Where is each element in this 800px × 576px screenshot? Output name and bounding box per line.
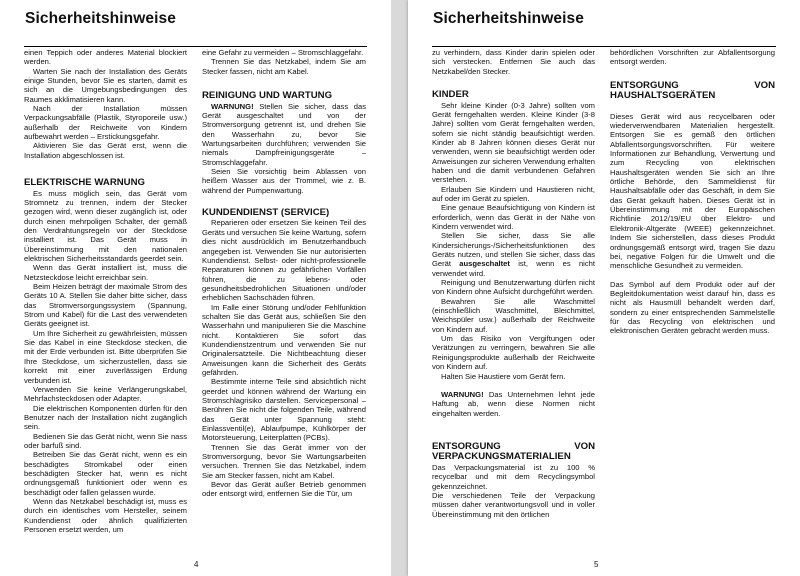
paragraph: Bestimmte interne Teile sind absichtlich nicht geerdet und können während der Wartung ein Stromschlagrisiko darstellen. Servicepersonal – Berühren Sie nicht die folgenden Teile, während das Gerät unter Spannung steht: Einlassventil(e), Ablaufpumpe, Kühlkörper der Motorsteuerung, Leiterplatten (PCBs). [202,377,366,443]
paragraph: Halten Sie Haustiere vom Gerät fern. [441,371,566,381]
page-gutter [391,0,408,576]
paragraph: Dieses Gerät wird aus recycelbaren oder wiederverwendbaren Materialien hergestellt. Entsorgen Sie es gemäß den örtlichen Abfallentsorgungsvorschriften. Für weitere Informationen zur Behandlung, Verwertung und zum Recycling von elektrischen Haushaltsgeräten wenden Sie sich an Ihre örtliche Behörde, den Sammeldienst für Haushaltsabfälle oder das Geschäft, in dem Sie das Gerät gekauft haben. Dieses Gerät ist in Übereinstimmung mit der Europäischen Richtlinie 2012/19/EU über Elektro- und Elektronik-Altgeräte (WEEE) gekennzeichnet. Indem Sie sicherstellen, dass dieses Produkt ordnungsgemäß entsorgt wird, tragen Sie dazu bei, negative Folgen für die Umwelt und die menschliche Gesundheit zu vermeiden. [610,111,775,271]
paragraph: Erlauben Sie Kindern und Haustieren nicht, auf oder im Gerät zu spielen. [432,184,595,203]
page-title: Sicherheitshinweise [433,10,584,27]
page-number: 4 [194,560,199,569]
paragraph [202,102,366,167]
paragraph: Im Falle einer Störung und/oder Fehlfunktion schalten Sie das Gerät aus, schließen Sie den Wasserhahn und manipulieren Sie die Maschine nicht. Kontaktieren Sie sofort das Kundendienstzentrum und verwenden Sie nur Originalersatzteile. Die Nichtbeachtung dieser Anweisungen kann die Sicherheit des Geräts gefährden. [202,302,366,377]
paragraph: Betreiben Sie das Gerät nicht, wenn es ein beschädigtes Stromkabel oder einen beschädigten Stecker hat, wenn es nicht ordnungsgemäß funktioniert oder wenn es beschädigt oder fallen gelassen wurde. [24,450,187,497]
paragraph: eine Gefahr zu vermeiden – Stromschlaggefahr. [202,48,364,57]
paragraph: Das Verpackungsmaterial ist zu 100 % recycelbar und mit dem Recyclingsymbol gekennzeichnet. [432,462,595,491]
paragraph: Reparieren oder ersetzen Sie keinen Teil des Geräts und versuchen Sie keine Wartung, sofern dies nicht ausdrücklich im Benutzerhandbuch angegeben ist. Verwenden Sie nur autorisierten Kundendienst. Selbst- oder nicht-professionelle Reparaturen können zu gefährlichen Vorfällen führen, die zu lebens- oder gesundheitsbedrohlichen Situationen und/oder erheblichen Sachschäden führen. [202,218,366,303]
page-title: Sicherheitshinweise [25,10,176,27]
section-heading: REINIGUNG UND WARTUNG [202,90,333,102]
paragraph: Bevor das Gerät außer Betrieb genommen oder entsorgt wird, entfernen Sie die Tür, um [202,480,366,499]
right-page [408,0,800,576]
paragraph: zu verhindern, dass Kinder darin spielen oder sich verstecken. Entfernen Sie auch das Netzkabel/den Stecker. [432,48,595,76]
emphasis-text: ausgeschaltet [459,259,510,269]
section-heading: KUNDENDIENST (SERVICE) [202,206,330,218]
paragraph: Bewahren Sie alle Waschmittel (einschließlich Waschmittel, Bleichmittel, Weichspüler usw.) außerhalb der Reichweite von Kindern auf. [432,296,595,334]
paragraph: Aktivieren Sie das Gerät erst, wenn die Installation abgeschlossen ist. [24,141,187,160]
paragraph: Warten Sie nach der Installation des Geräts einige Stunden, bevor Sie es starten, damit es sich an die Umgebungsbedingungen des Raumes akklimatisieren kann. [24,66,187,104]
paragraph: Verwenden Sie keine Verlängerungskabel, Mehrfachsteckdosen oder Adapter. [24,384,187,404]
paragraph-text: Das Unternehmen lehnt jede Haftung ab, wenn diese Normen nicht eingehalten werden. [432,389,595,418]
left-page-column-2 [202,48,366,499]
warning-label: WARNUNG! [441,389,484,399]
paragraph: Bedienen Sie das Gerät nicht, wenn Sie nass oder barfuß sind. [24,431,187,450]
section-heading: ELEKTRISCHE WARNUNG [24,177,145,189]
paragraph: einen Teppich oder anderes Material blockiert werden. [24,48,187,67]
paragraph-text: Stellen Sie sicher, dass das Gerät ausgeschaltet und von der Stromversorgung getrennt ist, und drehen Sie den Wasserhahn zu, bevor Sie Wartungsarbeiten durchführen; verwenden Sie niemals Dampfreinigungsgeräte – Stromschlaggefahr. [202,101,366,167]
paragraph: Beim Heizen beträgt der maximale Strom des Geräts 10 A. Stellen Sie daher bitte sicher, dass das Stromversorgungssystem (Spannung, Strom und Kabel) für die Last des verwendeten Geräts geeignet ist. [24,282,187,329]
page-number: 5 [594,560,599,569]
paragraph: Das Symbol auf dem Produkt oder auf der Begleitdokumentation weist darauf hin, dass es nicht als Hausmüll behandelt werden darf, sondern zu einer entsprechenden Sammelstelle für das Recycling von elektrischen und elektronischen Geräten gebracht werden muss. [610,279,775,336]
paragraph [432,231,595,278]
section-heading: VERPACKUNGSMATERIALIEN [432,451,571,463]
paragraph-text: Stellen Sie sicher, dass Sie alle Kindersicherungs-/Sicherheitsfunktionen des Geräts nutzen, und stellen Sie sicher, dass das Gerät [432,231,595,269]
paragraph: Trennen Sie das Gerät immer von der Stromversorgung, bevor Sie Wartungsarbeiten versuchen. Trennen Sie das Netzkabel, indem Sie am Stecker fassen, nicht am Kabel. [202,442,366,480]
right-page-column-2 [610,48,775,336]
paragraph-text: ist, wenn es nicht verwendet wird. [432,259,595,278]
left-page-column-1 [24,48,187,534]
paragraph: Nach der Installation müssen Verpackungsabfälle (Plastik, Styroporeile usw.) außerhalb der Reichweite von Kindern aufbewahrt werden – Erstickungsgefahr. [24,104,187,142]
title-rule [432,46,776,47]
section-heading: ENTSORGUNG VON [432,440,595,452]
paragraph [432,390,595,418]
paragraph: behördlichen Vorschriften zur Abfallentsorgung entsorgt werden. [610,48,775,67]
section-heading: ENTSORGUNG VON [610,79,775,91]
paragraph: Um das Risiko von Vergiftungen oder Verätzungen zu verringern, bewahren Sie alle Reinigungsprodukte außerhalb der Reichweite von Kindern auf. [432,334,595,372]
paragraph: Um Ihre Sicherheit zu gewährleisten, müssen Sie das Kabel in eine Steckdose stecken, die mit der Erde verbunden ist. Bitte überprüfen Sie Ihre Steckdose, um sicherzustellen, dass sie korrekt mit einer zuverlässigen Erdung verbunden ist. [24,328,187,385]
warning-label: WARNUNG! [211,101,254,111]
left-page [0,0,391,576]
section-heading: KINDER [432,89,469,101]
paragraph: Wenn das Gerät installiert ist, muss die Netzsteckdose leicht erreichbar sein. [24,263,187,282]
section-heading: HAUSHALTSGERÄTEN [610,90,716,102]
title-rule [24,46,367,47]
paragraph: Reinigung und Benutzerwartung dürfen nicht von Kindern ohne Aufsicht durchgeführt werden. [432,278,595,297]
paragraph: Es muss möglich sein, das Gerät vom Stromnetz zu trennen, indem der Stecker gezogen wird, wenn dieser zugänglich ist, oder durch einen mehrpoligen Schalter, der gemäß den Verdrahtungsregeln vor der Steckdose installiert ist. Das Gerät muss in Übereinstimmung mit den nationalen elektrischen Sicherheitsstandards geerdet sein. [24,188,187,264]
paragraph: Eine genaue Beaufsichtigung von Kindern ist erforderlich, wenn das Gerät in der Nähe von Kindern verwendet wird. [432,203,595,231]
paragraph: Die verschiedenen Teile der Verpackung müssen daher verantwortungsvoll und in voller Übereinstimmung mit den örtlichen [432,490,595,519]
paragraph: Sehr kleine Kinder (0-3 Jahre) sollten vom Gerät ferngehalten werden. Kleine Kinder (3-8 Jahre) sollten vom Gerät ferngehalten werden, sofern sie nicht ständig beaufsichtigt werden. Kinder ab 8 Jahren können dieses Gerät nur verwenden, wenn sie beaufsichtigt werden oder Anweisungen zur sicheren Verwendung erhalten haben und die damit verbundenen Gefahren verstehen. [432,100,595,185]
paragraph: Trennen Sie das Netzkabel, indem Sie am Stecker fassen, nicht am Kabel. [202,57,366,76]
right-page-column-1 [432,48,595,519]
paragraph: Die elektrischen Komponenten dürfen für den Benutzer nach der Installation nicht zugänglich sein. [24,403,187,432]
paragraph: Wenn das Netzkabel beschädigt ist, muss es durch ein identisches vom Hersteller, seinem Kundendienst oder ähnlich qualifizierten Personen ersetzt werden, um [24,496,187,534]
paragraph: Seien Sie vorsichtig beim Ablassen von heißem Wasser aus der Trommel, wie z. B. während der Pumpenwartung. [202,166,366,195]
